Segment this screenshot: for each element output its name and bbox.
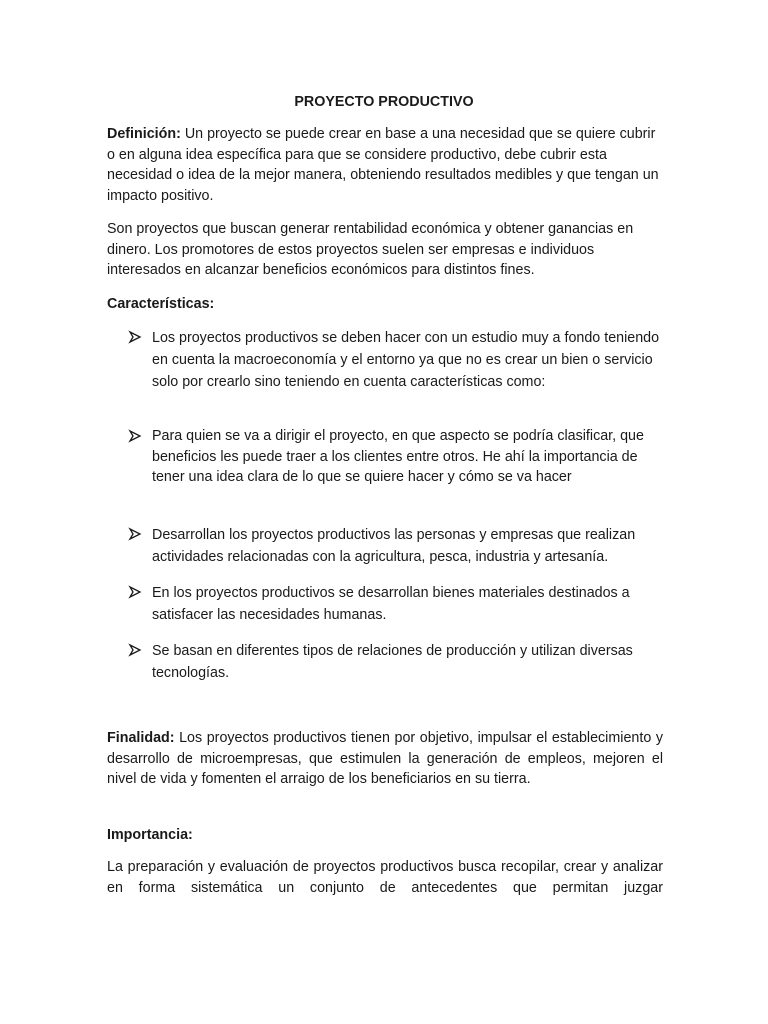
arrowhead-bullet-icon <box>128 426 144 446</box>
bullet-text: Se basan en diferentes tipos de relaciones de producción y utilizan diversas tecnologías. <box>152 643 633 681</box>
arrowhead-bullet-icon <box>128 327 144 347</box>
bullet-text: En los proyectos productivos se desarrollan bienes materiales destinados a satisfacer las necesidades humanas. <box>152 585 630 623</box>
arrowhead-bullet-icon <box>128 640 144 660</box>
bullet-text: Los proyectos productivos se deben hacer con un estudio muy a fondo teniendo en cuenta la macroeconomía y el entorno ya que no es crear un bien o servicio solo por crearlo sino teniendo en cuenta características como: <box>152 330 660 390</box>
finalidad-label: Finalidad: <box>107 730 175 746</box>
arrowhead-bullet-icon <box>128 524 144 544</box>
finalidad-paragraph <box>107 728 663 790</box>
definicion-label: Definición: <box>107 126 181 142</box>
finalidad-text: Los proyectos productivos tienen por objetivo, impulsar el establecimiento y desarrollo de microempresas, que estimulen la generación de empleos, mejoren el nivel de vida y fomenten el arraigo de los beneficiarios en su tierra. <box>107 730 663 788</box>
document-title: PROYECTO PRODUCTIVO <box>294 94 474 110</box>
bullet-text: Desarrollan los proyectos productivos las personas y empresas que realizan actividades relacionadas con la agricultura, pesca, industria y artesanía. <box>152 527 636 565</box>
definicion-paragraph <box>107 124 663 207</box>
bullet-text: Para quien se va a dirigir el proyecto, en que aspecto se podría clasificar, que beneficios les puede traer a los clientes entre otros. He ahí la importancia de tener una idea clara de lo que se quiere hacer y cómo se va hacer <box>152 428 644 486</box>
definicion-text: Un proyecto se puede crear en base a una necesidad que se quiere cubrir o en alguna idea específica para que se considere productivo, debe cubrir esta necesidad o idea de la mejor manera, obteniendo resultados medibles y que tengan un impacto positivo. <box>107 126 659 205</box>
importancia-paragraph: La preparación y evaluación de proyectos productivos busca recopilar, crear y analizar en forma sistemática un conjunto de antecedentes que permitan juzgar <box>107 859 663 896</box>
caracteristicas-heading: Características: <box>107 296 215 312</box>
rentabilidad-paragraph: Son proyectos que buscan generar rentabilidad económica y obtener ganancias en dinero. Los promotores de estos proyectos suelen ser empresas e individuos interesados en alcanzar beneficios económicos para distintos fines. <box>107 221 634 279</box>
importancia-heading: Importancia: <box>107 827 193 843</box>
arrowhead-bullet-icon <box>128 582 144 602</box>
